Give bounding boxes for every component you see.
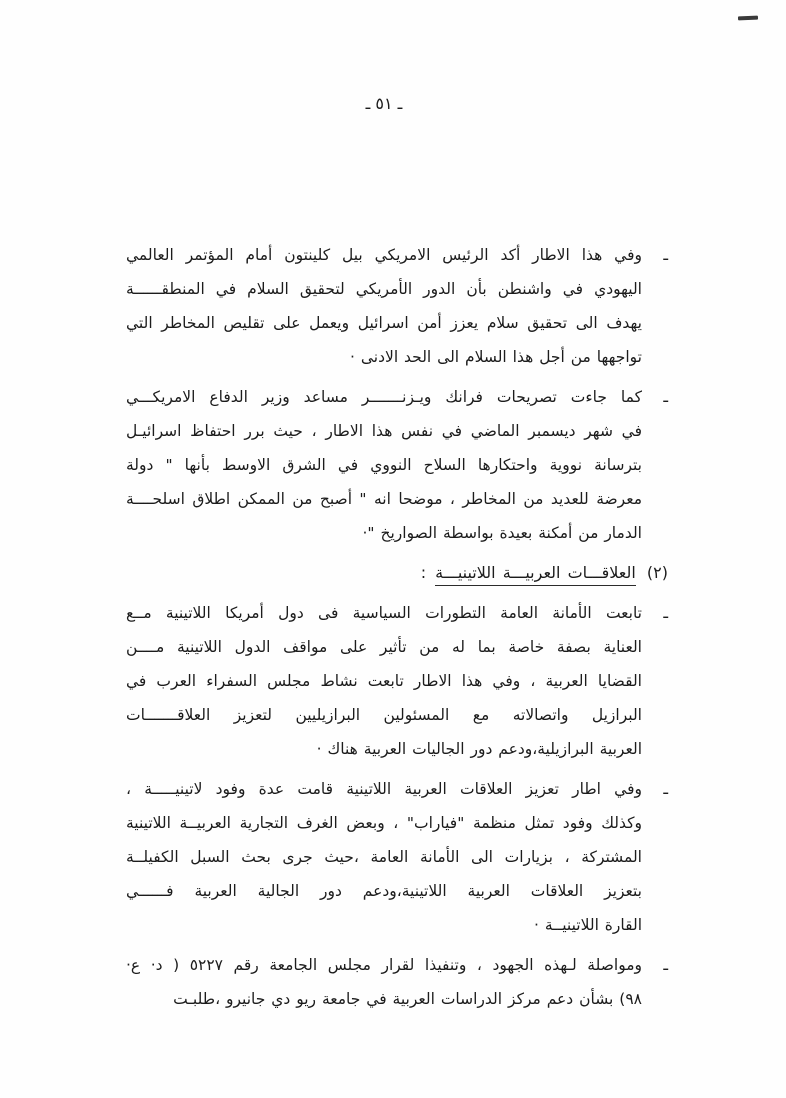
text-line: القضايا العربية ، وفي هذا الاطار تابعت نشاط مجلس السفراء العرب في xyxy=(126,672,642,690)
bullet-dash: ـ xyxy=(663,955,668,974)
paragraph xyxy=(126,948,668,1016)
section-heading xyxy=(126,556,668,590)
text-line: وفي هذا الاطار أكد الرئيس الامريكي بيل كلينتون أمام المؤتمر العالمي xyxy=(126,246,642,264)
text-line: يهدف الى تحقيق سلام يعزز أمن اسرائيل ويعمل على تقليص المخاطر التي xyxy=(126,314,642,332)
text-line: اليهودي في واشنطن بأن الدور الأمريكي لتحقيق السلام في المنطقــــــة xyxy=(126,280,642,298)
page-number: ـ ٥١ ـ xyxy=(365,94,403,113)
bullet-dash: ـ xyxy=(663,387,668,406)
bullet-dash: ـ xyxy=(663,779,668,798)
text-line: تابعت الأمانة العامة التطورات السياسية فى دول أمريكا اللاتينية مــع xyxy=(126,604,642,622)
text-line: تواجهها من أجل هذا السلام الى الحد الادنى · xyxy=(349,348,642,366)
text-line: كما جاءت تصريحات فرانك ويـزنـــــــر مساعد وزير الدفاع الامريكـــي xyxy=(126,388,642,406)
bullet-dash: ـ xyxy=(663,245,668,264)
paragraph xyxy=(126,380,668,550)
section-colon: : xyxy=(420,563,427,582)
scan-artifact-mark xyxy=(738,16,758,21)
section-title: العلاقـــات العربيـــة اللاتينيـــة xyxy=(435,563,636,586)
paragraph xyxy=(126,772,668,942)
text-line: المشتركة ، بزيارات الى الأمانة العامة ،حيث جرى بحث السبل الكفيلــة xyxy=(126,848,642,866)
text-line: العربية البرازيلية،ودعم دور الجاليات العربية هناك · xyxy=(316,740,642,758)
document-body xyxy=(126,238,668,1022)
paragraph xyxy=(126,596,668,766)
text-line: الدمار من أمكنة بعيدة بواسطة الصواريخ "· xyxy=(362,524,642,542)
text-line: بترسانة نووية واحتكارها السلاح النووي في الشرق الاوسط بأنها " دولة xyxy=(126,456,642,474)
text-line: القارة اللاتينيــة · xyxy=(534,916,642,934)
text-line: معرضة للعديد من المخاطر ، موضحا انه " أصبح من الممكن اطلاق اسلحــــة xyxy=(126,490,642,508)
text-line: ومواصلة لـهذه الجهود ، وتنفيذا لقرار مجلس الجامعة رقم ٥٢٢٧ ( د· ع· xyxy=(126,956,642,974)
text-line: البرازيل واتصالاته مع المسئولين البرازيليين لتعزيز العلاقـــــــات xyxy=(126,706,642,724)
text-line: في شهر ديسمبر الماضي في نفس هذا الاطار ، حيث برر احتفاظ اسرائيـل xyxy=(126,422,642,440)
bullet-dash: ـ xyxy=(663,603,668,622)
text-line: ٩٨) بشأن دعم مركز الدراسات العربية في جامعة ريو دي جانيرو ،طلبـت xyxy=(173,990,642,1008)
section-number: (٢) xyxy=(646,563,668,582)
paragraph xyxy=(126,238,668,374)
text-line: بتعزيز العلاقات العربية اللاتينية،ودعم دور الجالية العربية فــــــي xyxy=(126,882,642,900)
text-line: وكذلك وفود تمثل منظمة "فياراب" ، وبعض الغرف التجارية العربيــة اللاتينية xyxy=(126,814,642,832)
text-line: العناية بصفة خاصة بما له من تأثير على مواقف الدول اللاتينية مــــن xyxy=(126,638,642,656)
text-line: وفي اطار تعزيز العلاقات العربية اللاتينية قامت عدة وفود لاتينيـــــة ، xyxy=(126,780,642,798)
